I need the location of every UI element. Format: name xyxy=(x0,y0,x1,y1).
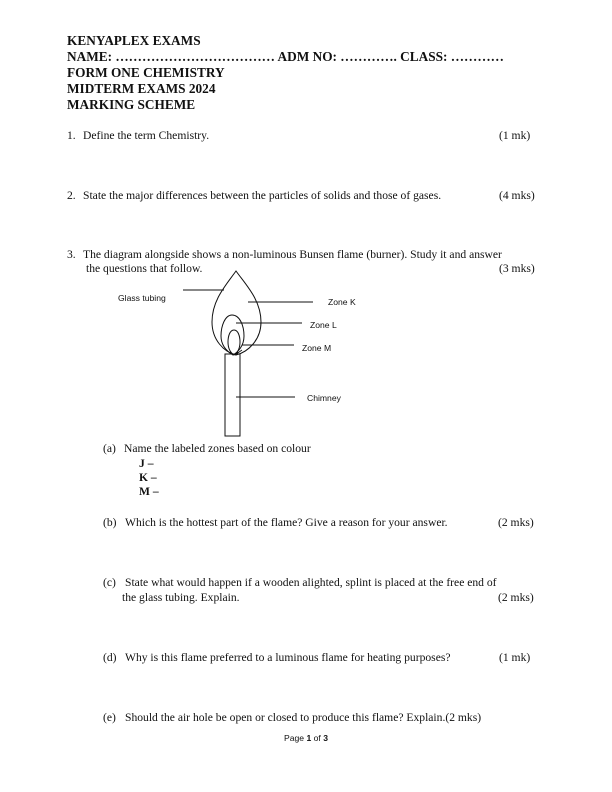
subquestion-label: (d) xyxy=(103,651,117,664)
question-text: State the major differences between the particles of solids and those of gases. xyxy=(83,189,442,202)
subquestion-marks: (1 mk) xyxy=(499,651,531,664)
page-of: of xyxy=(311,733,324,743)
student-details-line: NAME: ……………………………… ADM NO: …………. CLASS: ………… xyxy=(67,49,504,64)
question-marks: (3 mks) xyxy=(499,262,535,275)
subquestion-text-line2: the glass tubing. Explain. xyxy=(122,591,240,604)
subquestion-marks: (2 mks) xyxy=(498,516,534,529)
subquestion-text: Should the air hole be open or closed to produce this flame? Explain.(2 mks) xyxy=(125,711,482,724)
zone-answer-k: K – xyxy=(139,471,157,484)
question-number: 3. xyxy=(67,248,76,261)
question-text: Define the term Chemistry. xyxy=(83,129,210,142)
subquestion-text: Why is this flame preferred to a luminous flame for heating purposes? xyxy=(125,651,451,664)
subquestion-text-line1: State what would happen if a wooden alighted, splint is placed at the free end of xyxy=(125,576,497,589)
label-glass-tubing: Glass tubing xyxy=(118,293,166,303)
page-number-footer xyxy=(0,733,612,743)
subquestion-marks: (2 mks) xyxy=(498,591,534,604)
subquestion-text: Which is the hottest part of the flame? Give a reason for your answer. xyxy=(125,516,448,529)
document-type-title: MARKING SCHEME xyxy=(67,97,196,112)
current-page: 1 xyxy=(306,733,312,743)
subquestion-label: (c) xyxy=(103,576,116,589)
question-text-line1: The diagram alongside shows a non-luminous Bunsen flame (burner). Study it and answer xyxy=(83,248,502,261)
question-text-line2: the questions that follow. xyxy=(86,262,203,275)
label-zone-l: Zone L xyxy=(310,320,337,330)
chimney-tube xyxy=(225,354,240,436)
zone-answer-m: M – xyxy=(139,485,159,498)
exam-provider-title: KENYAPLEX EXAMS xyxy=(67,33,201,48)
subquestion-label: (e) xyxy=(103,711,116,724)
subject-title: FORM ONE CHEMISTRY xyxy=(67,65,225,80)
exam-title: MIDTERM EXAMS 2024 xyxy=(67,81,216,96)
question-marks: (4 mks) xyxy=(499,189,535,202)
question-marks: (1 mk) xyxy=(499,129,531,142)
question-number: 1. xyxy=(67,129,76,142)
zone-m-shape xyxy=(228,330,240,355)
zone-answer-j: J – xyxy=(139,457,154,470)
total-pages: 3 xyxy=(323,733,328,743)
label-chimney: Chimney xyxy=(307,393,341,403)
subquestion-label: (a) xyxy=(103,442,116,455)
label-zone-m: Zone M xyxy=(302,343,332,353)
outer-flame-shape xyxy=(212,271,261,355)
subquestion-text: Name the labeled zones based on colour xyxy=(124,442,311,455)
question-number: 2. xyxy=(67,189,76,202)
label-zone-k: Zone K xyxy=(328,297,356,307)
subquestion-label: (b) xyxy=(103,516,117,529)
page-prefix: Page xyxy=(284,733,307,743)
